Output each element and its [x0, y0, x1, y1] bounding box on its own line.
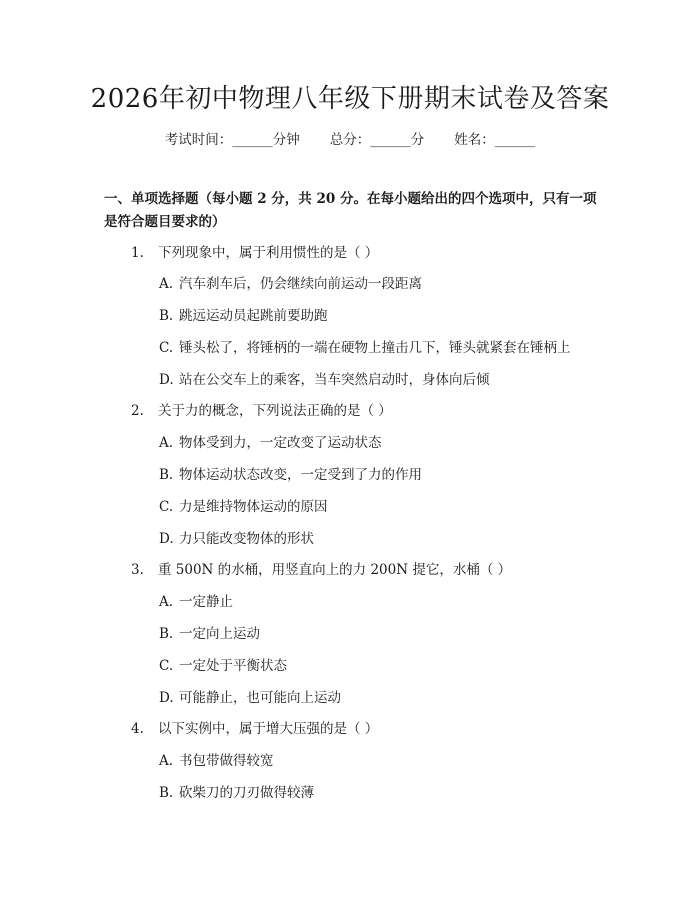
question-2-option-a [159, 431, 609, 455]
question-1-option-b [159, 304, 609, 328]
total-score-field: 总分：______分 [329, 132, 425, 148]
option-text: 一定处于平衡状态 [179, 658, 287, 674]
option-letter: D. [159, 531, 174, 547]
option-text: 锤头松了，将锤柄的一端在硬物上撞击几下，锤头就紧套在锤柄上 [179, 340, 571, 356]
question-4 [131, 717, 611, 741]
option-letter: C. [159, 658, 174, 674]
question-text: 关于力的概念，下列说法正确的是（ ） [158, 403, 392, 419]
option-letter: A. [159, 435, 174, 451]
option-letter: C. [159, 340, 174, 356]
question-1-option-a [159, 272, 609, 296]
question-number: 1. [131, 245, 144, 261]
option-text: 物体运动状态改变，一定受到了力的作用 [179, 467, 422, 483]
question-4-option-a [159, 749, 609, 773]
option-letter: D. [159, 690, 174, 706]
question-2-option-b [159, 463, 609, 487]
option-letter: A. [159, 753, 174, 769]
option-text: 汽车刹车后，仍会继续向前运动一段距离 [179, 276, 422, 292]
option-text: 一定静止 [179, 594, 233, 610]
question-text: 以下实例中，属于增大压强的是（ ） [158, 721, 379, 737]
question-3-option-b [159, 622, 609, 646]
question-number: 2. [131, 403, 144, 419]
option-text: 一定向上运动 [179, 626, 260, 642]
option-letter: B. [159, 467, 174, 483]
option-text: 书包带做得较宽 [179, 753, 274, 769]
question-number: 3. [131, 562, 144, 578]
option-text: 可能静止，也可能向上运动 [179, 690, 341, 706]
question-4-option-b [159, 781, 609, 805]
question-number: 4. [131, 721, 144, 737]
question-2 [131, 399, 611, 423]
section-heading-multiple-choice: 一、单项选择题（每小题 2 分，共 20 分。在每小题给出的四个选项中，只有一项是符合题目要求的） [104, 191, 597, 230]
option-letter: A. [159, 276, 174, 292]
student-name-field: 姓名：______ [454, 132, 536, 148]
question-1-option-d [159, 368, 609, 392]
question-1 [131, 241, 611, 265]
option-text: 物体受到力，一定改变了运动状态 [179, 435, 382, 451]
question-3 [131, 558, 611, 582]
exam-info-line [0, 128, 700, 152]
option-letter: B. [159, 626, 174, 642]
page-title: 2026年初中物理八年级下册期末试卷及答案 [90, 84, 610, 114]
option-text: 站在公交车上的乘客，当车突然启动时，身体向后倾 [179, 372, 490, 388]
option-letter: C. [159, 499, 174, 515]
option-text: 砍柴刀的刀刃做得较薄 [179, 785, 314, 801]
option-letter: B. [159, 785, 174, 801]
question-1-option-c [159, 336, 609, 360]
question-2-option-c [159, 495, 609, 519]
option-text: 力是维持物体运动的原因 [179, 499, 328, 515]
question-3-option-d [159, 686, 609, 710]
question-text: 重 500N 的水桶，用竖直向上的力 200N 提它，水桶（ ） [158, 562, 512, 578]
question-3-option-a [159, 590, 609, 614]
option-text: 跳远运动员起跳前要助跑 [179, 308, 328, 324]
option-letter: B. [159, 308, 174, 324]
exam-time-field: 考试时间：______分钟 [164, 132, 300, 148]
question-3-option-c [159, 654, 609, 678]
option-letter: A. [159, 594, 174, 610]
question-text: 下列现象中，属于利用惯性的是（ ） [158, 245, 379, 261]
option-text: 力只能改变物体的形状 [179, 531, 314, 547]
question-2-option-d [159, 527, 609, 551]
option-letter: D. [159, 372, 174, 388]
